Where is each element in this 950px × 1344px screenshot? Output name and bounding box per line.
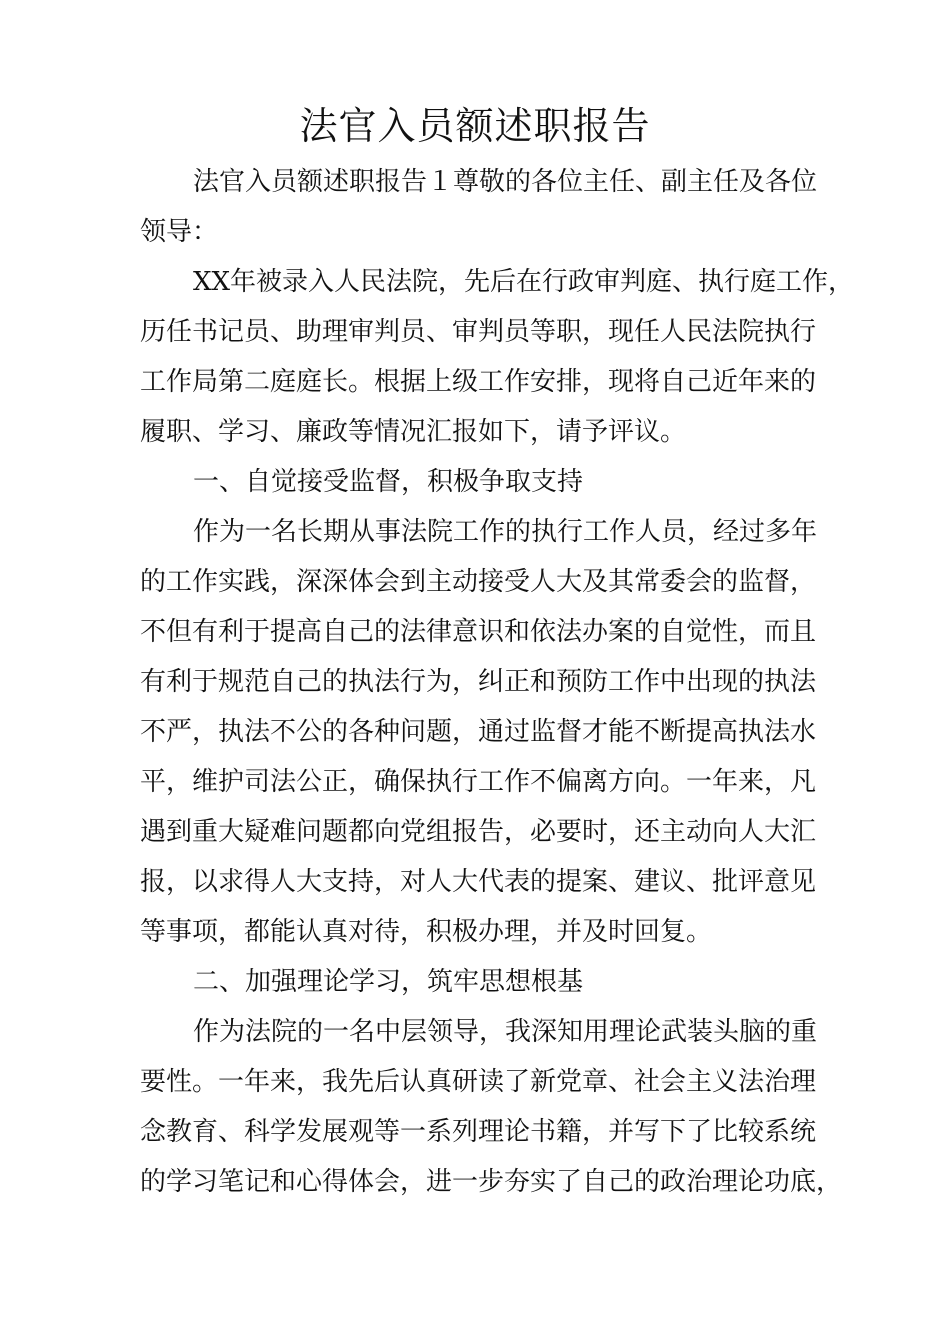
text-line: 有利于规范自己的执法行为，纠正和预防工作中出现的执法 <box>140 667 817 697</box>
text-line: 平，维护司法公正，确保执行工作不偏离方向。一年来，凡 <box>140 767 817 797</box>
text-line: 历任书记员、助理审判员、审判员等职，现任人民法院执行 <box>140 317 817 347</box>
text-line: 的学习笔记和心得体会，进一步夯实了自己的政治理论功底， <box>140 1167 843 1197</box>
document-body <box>140 157 855 1207</box>
text-line: 念教育、科学发展观等一系列理论书籍，并写下了比较系统 <box>140 1117 817 1147</box>
text-line: 领导： <box>140 217 219 247</box>
text-line: XX年被录入人民法院，先后在行政审判庭、执行庭工作， <box>193 267 855 297</box>
text-line: 报，以求得人大支持，对人大代表的提案、建议、批评意见 <box>140 867 817 897</box>
text-line: 遇到重大疑难问题都向党组报告，必要时，还主动向人大汇 <box>140 817 817 847</box>
text-line: 作为法院的一名中层领导，我深知用理论武装头脑的重 <box>193 1017 818 1047</box>
text-line: 不严，执法不公的各种问题，通过监督才能不断提高执法水 <box>140 717 817 747</box>
text-line: 二、加强理论学习，筑牢思想根基 <box>193 967 584 997</box>
text-line: 法官入员额述职报告１尊敬的各位主任、副主任及各位 <box>193 167 818 197</box>
text-line: 的工作实践，深深体会到主动接受人大及其常委会的监督， <box>140 567 817 597</box>
text-line: 履职、学习、廉政等情况汇报如下，请予评议。 <box>140 417 687 447</box>
text-line: 作为一名长期从事法院工作的执行工作人员，经过多年 <box>193 517 818 547</box>
document-title: 法官入员额述职报告 <box>299 104 651 148</box>
text-line: 一、自觉接受监督，积极争取支持 <box>193 467 584 497</box>
text-line: 等事项，都能认真对待，积极办理，并及时回复。 <box>140 917 713 947</box>
text-line: 要性。一年来，我先后认真研读了新党章、社会主义法治理 <box>140 1067 817 1097</box>
text-line: 不但有利于提高自己的法律意识和依法办案的自觉性，而且 <box>140 617 817 647</box>
text-line: 工作局第二庭庭长。根据上级工作安排，现将自己近年来的 <box>140 367 817 397</box>
